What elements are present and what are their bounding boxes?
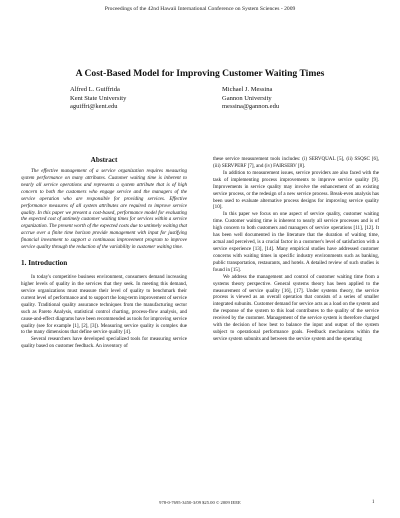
author-email: messina@gannon.edu: [222, 103, 280, 111]
introduction-heading: 1. Introduction: [21, 259, 68, 268]
author-block-2: [222, 86, 279, 112]
author-name: Alfred L. Guiffrida: [70, 86, 120, 93]
author-name: Michael J. Messina: [222, 86, 273, 93]
author-affiliation: Kent State University: [70, 94, 127, 102]
right-paragraph-1: In addition to measurement issues, service providers are also faced with the task of implementing process improvements to improve service quality [9]. Improvements in service quality may involve the enhancement of an existing service process, or the redesign of a new service process. Break-even analysis has been used to evaluate alternative process designs for improving service quality [10].: [213, 169, 379, 211]
paper-title: A Cost-Based Model for Improving Customer Waiting Times: [75, 68, 325, 79]
conference-header: Proceedings of the 42nd Hawaii International Conference on System Sciences - 2009: [104, 6, 296, 12]
right-paragraph-3: We address the management and control of customer waiting time from a systems theory perspective. General systems theory has been applied to the measurement of service quality [16], [17]. Under systems theory, the service process is viewed as an overall operation that consists of a series of smaller integrated subunits. Customer demand for service acts as a load on the system and the response of the system to this load contributes to the quality of the service received by the customer. Management of the service system is therefore charged with the decision of how best to balance the input and output of the system subject to operational performance goals. Feedback mechanisms within the service system subunits and between the service system and the operating: [213, 273, 379, 342]
intro-paragraph-2: Several researchers have developed specialized tools for measuring service quality based on customer feedback. An inventory of: [21, 336, 187, 350]
left-column: [21, 156, 187, 350]
abstract-heading: Abstract: [90, 156, 118, 164]
author-block-1: [70, 86, 126, 112]
right-fragment: these service measurement tools includes: (i) SERVQUAL [5], (ii) SSQSC [6], (iii) SERVPERF [7], and (iv) FAIRSERV [8].: [213, 156, 379, 169]
right-column: [213, 156, 379, 343]
author-email: aguiffri@kent.edu: [70, 103, 118, 111]
right-paragraph-2: In this paper we focus on one aspect of service quality, customer waiting time. Customer waiting time is inherent to nearly all service processes and is of high concern to both customers and managers of service operations [11], [12]. It has been well documented in the literature that the duration of waiting time, actual and perceived, is a crucial factor in a customer's level of satisfaction with a service experience [13], [14]. Many empirical studies have addressed customer concerns with waiting times in specific industry environments such as banking, public transportation, restaurants, and hotels. A detailed review of such studies is found in [15].: [213, 211, 379, 273]
copyright-footer: 978-0-7695-3450-3/09 $25.00 © 2009 IEEE: [159, 500, 241, 505]
author-affiliation: Gannon University: [222, 94, 272, 102]
intro-paragraph-1: In today's competitive business environment, consumers demand increasing higher levels of quality in the services that they seek. In meeting this demand, service organizations must measure their level of quality to benchmark their current level of performance and to support the long-term improvement of service quality. Traditional quality assurance techniques from the manufacturing sector such as Pareto Analysis, statistical control charting, process-flow analysis, and cause-and-effect diagrams have been recommended as tools for improving service quality (see for example [1], [2], [3]). Measuring service quality is complex due to the many dimensions that define service quality [4].: [21, 274, 187, 336]
page-number: 1: [372, 500, 375, 505]
abstract-text: The effective management of a service organization requires measuring system performance on many attributes. Customer waiting time is inherent to nearly all service operations and represents a system attribute that is of high concern to both the customers who engage service and the managers of the service operation who are responsible for providing services. Effective performance measures of all system attributes are required to improve service quality. In this paper we present a cost-based, performance model for evaluating the expected cost of untimely customer waiting times for services within a service organization. The present worth of the expected costs due to untimely waiting that accrue over a finite time horizon provide management with input for justifying financial investment to support a continuous improvement program to improve service quality through the reduction of the variability in customer waiting time.: [21, 168, 187, 251]
